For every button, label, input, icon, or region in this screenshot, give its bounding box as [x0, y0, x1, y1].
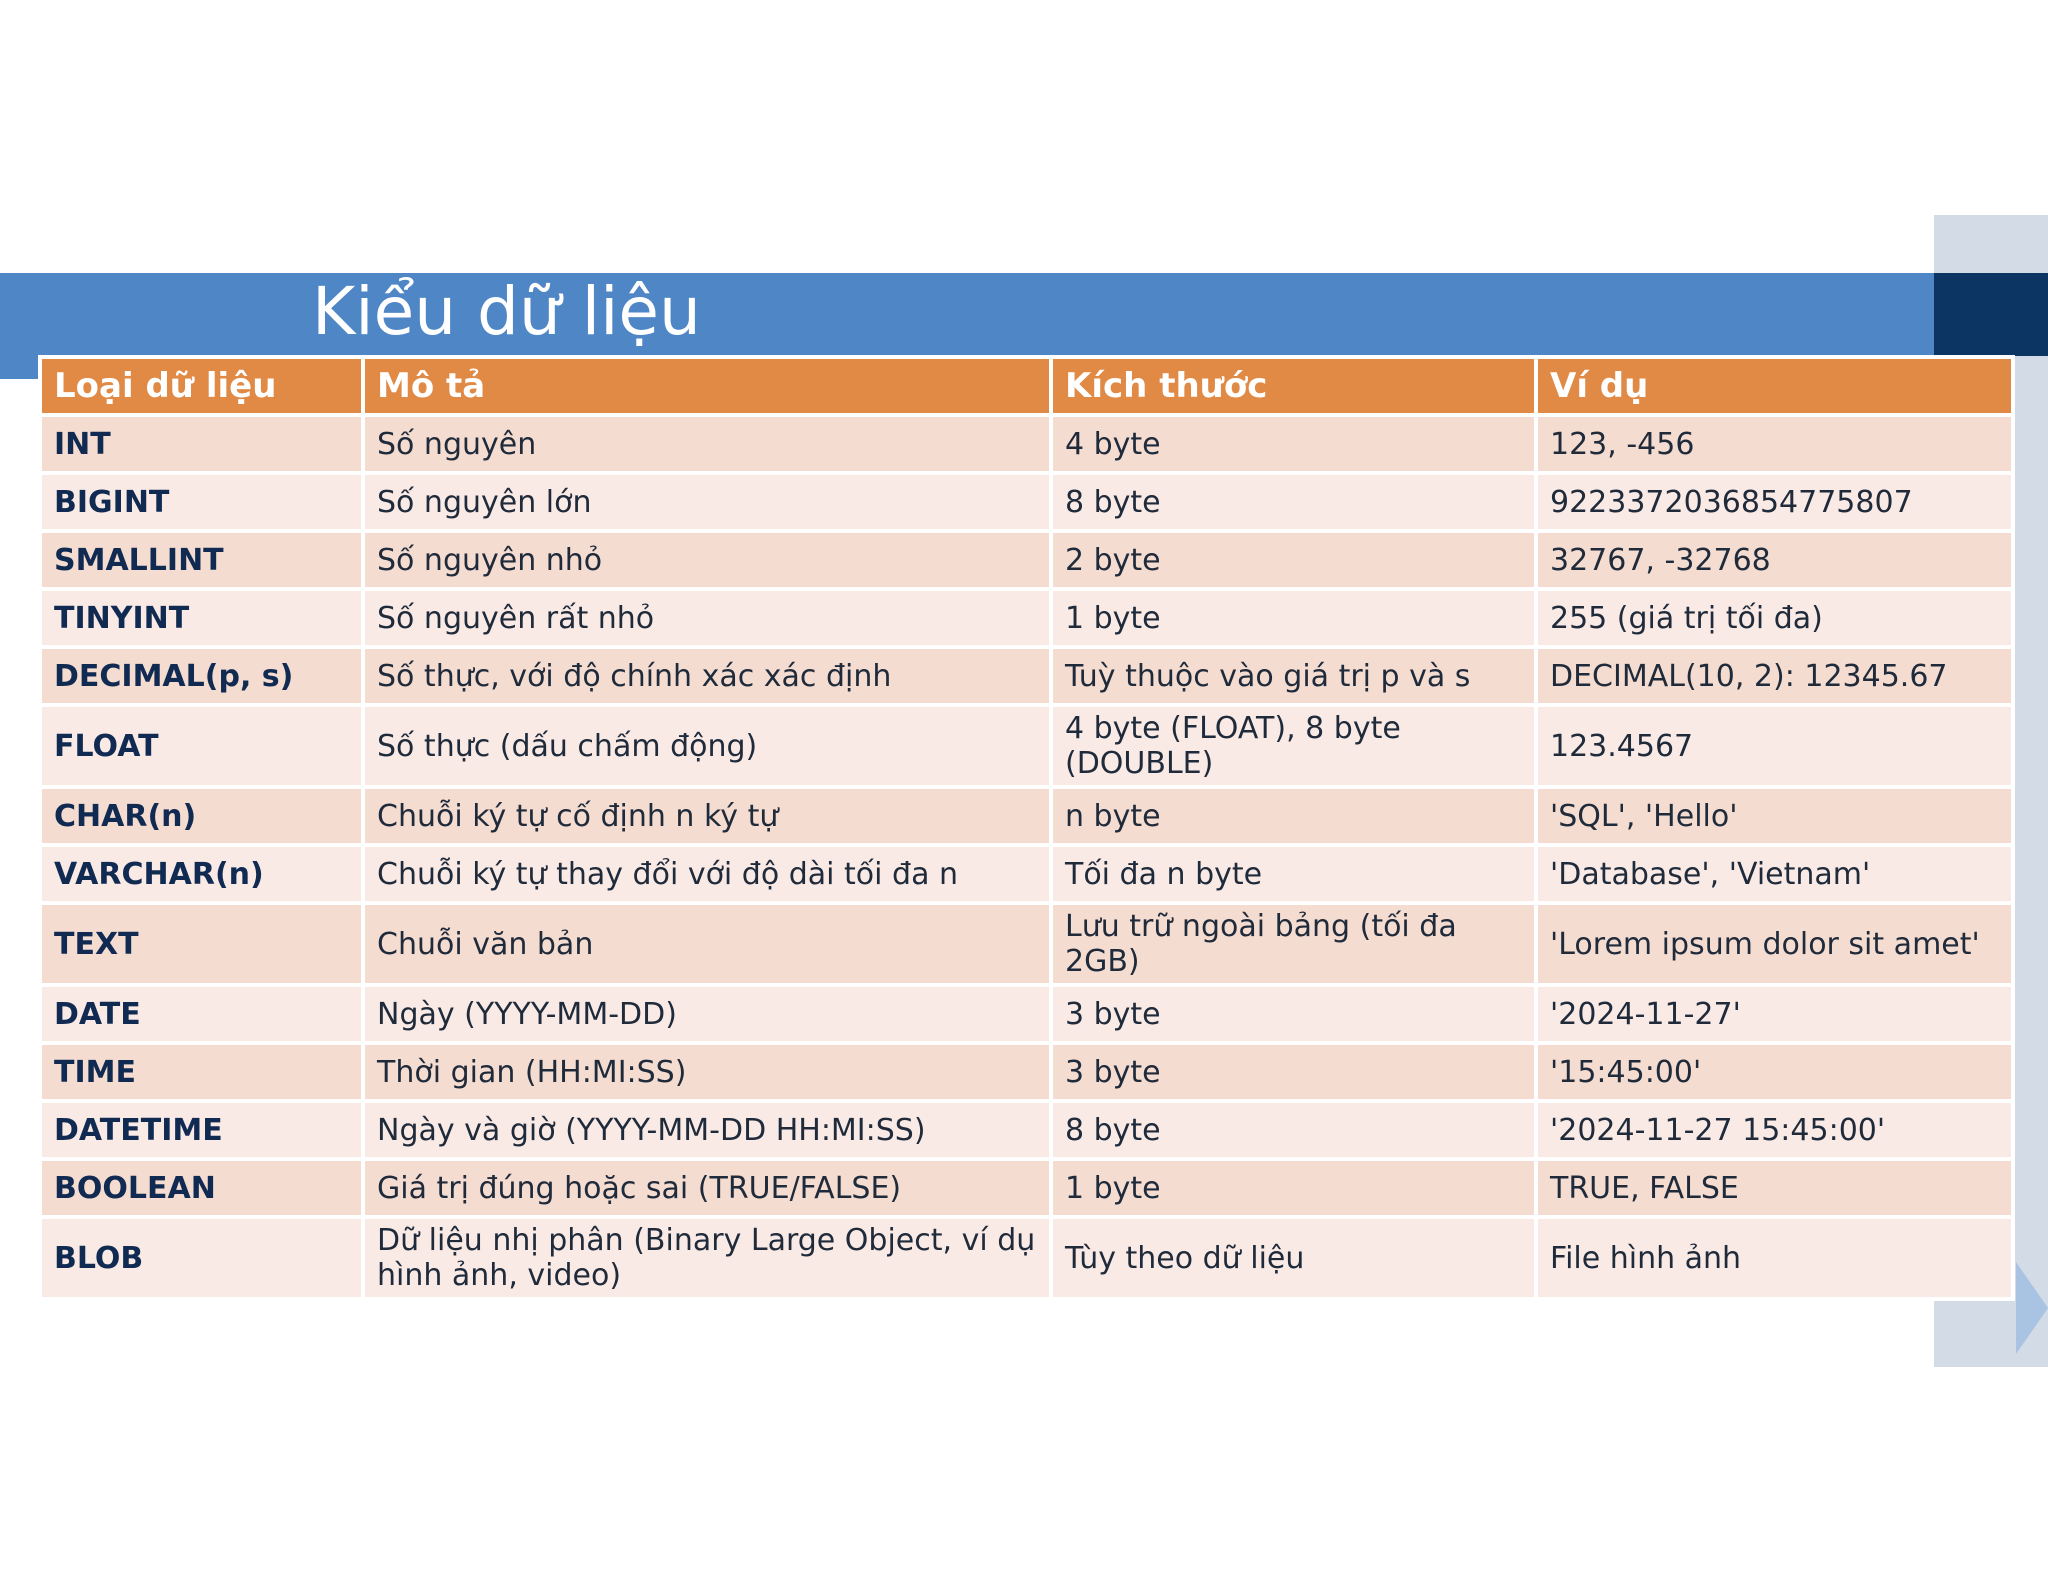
- cell-example: '2024-11-27': [1536, 985, 2013, 1043]
- cell-type: DATETIME: [40, 1101, 363, 1159]
- cell-size: 8 byte: [1051, 473, 1536, 531]
- cell-size: 3 byte: [1051, 1043, 1536, 1101]
- cell-type: DECIMAL(p, s): [40, 647, 363, 705]
- column-header-example: Ví dụ: [1536, 357, 2013, 415]
- table-row: [40, 705, 2013, 787]
- cell-example: 'Database', 'Vietnam': [1536, 845, 2013, 903]
- cell-description: Chuỗi ký tự cố định n ký tự: [363, 787, 1051, 845]
- cell-size: n byte: [1051, 787, 1536, 845]
- cell-example: File hình ảnh: [1536, 1217, 2013, 1299]
- cell-size: 2 byte: [1051, 531, 1536, 589]
- cell-example: DECIMAL(10, 2): 12345.67: [1536, 647, 2013, 705]
- cell-type: FLOAT: [40, 705, 363, 787]
- cell-size: 4 byte (FLOAT), 8 byte (DOUBLE): [1051, 705, 1536, 787]
- cell-example: 'SQL', 'Hello': [1536, 787, 2013, 845]
- cell-type: TINYINT: [40, 589, 363, 647]
- table-row: [40, 531, 2013, 589]
- cell-example: TRUE, FALSE: [1536, 1159, 2013, 1217]
- cell-size: Tùy theo dữ liệu: [1051, 1217, 1536, 1299]
- cell-description: Ngày và giờ (YYYY-MM-DD HH:MI:SS): [363, 1101, 1051, 1159]
- table-row: [40, 1101, 2013, 1159]
- cell-example: 'Lorem ipsum dolor sit amet': [1536, 903, 2013, 985]
- cell-description: Số nguyên lớn: [363, 473, 1051, 531]
- next-arrow-icon: [2016, 1262, 2048, 1354]
- cell-description: Dữ liệu nhị phân (Binary Large Object, ví dụ hình ảnh, video): [363, 1217, 1051, 1299]
- cell-type: BIGINT: [40, 473, 363, 531]
- slide-frame-accent: [1934, 273, 2048, 356]
- cell-type: DATE: [40, 985, 363, 1043]
- cell-description: Số thực, với độ chính xác xác định: [363, 647, 1051, 705]
- data-types-table: [38, 355, 2015, 1301]
- table-row: [40, 787, 2013, 845]
- cell-type: SMALLINT: [40, 531, 363, 589]
- cell-example: '2024-11-27 15:45:00': [1536, 1101, 2013, 1159]
- cell-example: 123, -456: [1536, 415, 2013, 473]
- cell-example: 123.4567: [1536, 705, 2013, 787]
- table-row: [40, 647, 2013, 705]
- column-header-description: Mô tả: [363, 357, 1051, 415]
- table-row: [40, 845, 2013, 903]
- table-row: [40, 1217, 2013, 1299]
- cell-type: BLOB: [40, 1217, 363, 1299]
- cell-type: INT: [40, 415, 363, 473]
- table-row: [40, 903, 2013, 985]
- cell-example: 9223372036854775807: [1536, 473, 2013, 531]
- table-row: [40, 473, 2013, 531]
- cell-description: Chuỗi ký tự thay đổi với độ dài tối đa n: [363, 845, 1051, 903]
- cell-description: Số nguyên nhỏ: [363, 531, 1051, 589]
- cell-example: 32767, -32768: [1536, 531, 2013, 589]
- cell-example: 255 (giá trị tối đa): [1536, 589, 2013, 647]
- cell-description: Số nguyên rất nhỏ: [363, 589, 1051, 647]
- table-row: [40, 415, 2013, 473]
- cell-type: BOOLEAN: [40, 1159, 363, 1217]
- column-header-type: Loại dữ liệu: [40, 357, 363, 415]
- cell-size: 3 byte: [1051, 985, 1536, 1043]
- table-header-row: [40, 357, 2013, 415]
- cell-size: 1 byte: [1051, 1159, 1536, 1217]
- column-header-size: Kích thước: [1051, 357, 1536, 415]
- cell-size: 1 byte: [1051, 589, 1536, 647]
- cell-size: Tuỳ thuộc vào giá trị p và s: [1051, 647, 1536, 705]
- cell-description: Giá trị đúng hoặc sai (TRUE/FALSE): [363, 1159, 1051, 1217]
- cell-description: Thời gian (HH:MI:SS): [363, 1043, 1051, 1101]
- cell-description: Chuỗi văn bản: [363, 903, 1051, 985]
- slide-title: Kiểu dữ liệu: [312, 273, 701, 350]
- cell-size: Tối đa n byte: [1051, 845, 1536, 903]
- cell-description: Số thực (dấu chấm động): [363, 705, 1051, 787]
- cell-type: CHAR(n): [40, 787, 363, 845]
- table-row: [40, 1043, 2013, 1101]
- cell-size: 8 byte: [1051, 1101, 1536, 1159]
- cell-description: Ngày (YYYY-MM-DD): [363, 985, 1051, 1043]
- table-row: [40, 589, 2013, 647]
- cell-size: 4 byte: [1051, 415, 1536, 473]
- cell-example: '15:45:00': [1536, 1043, 2013, 1101]
- cell-type: VARCHAR(n): [40, 845, 363, 903]
- cell-type: TEXT: [40, 903, 363, 985]
- table-row: [40, 985, 2013, 1043]
- table-row: [40, 1159, 2013, 1217]
- cell-size: Lưu trữ ngoài bảng (tối đa 2GB): [1051, 903, 1536, 985]
- cell-description: Số nguyên: [363, 415, 1051, 473]
- cell-type: TIME: [40, 1043, 363, 1101]
